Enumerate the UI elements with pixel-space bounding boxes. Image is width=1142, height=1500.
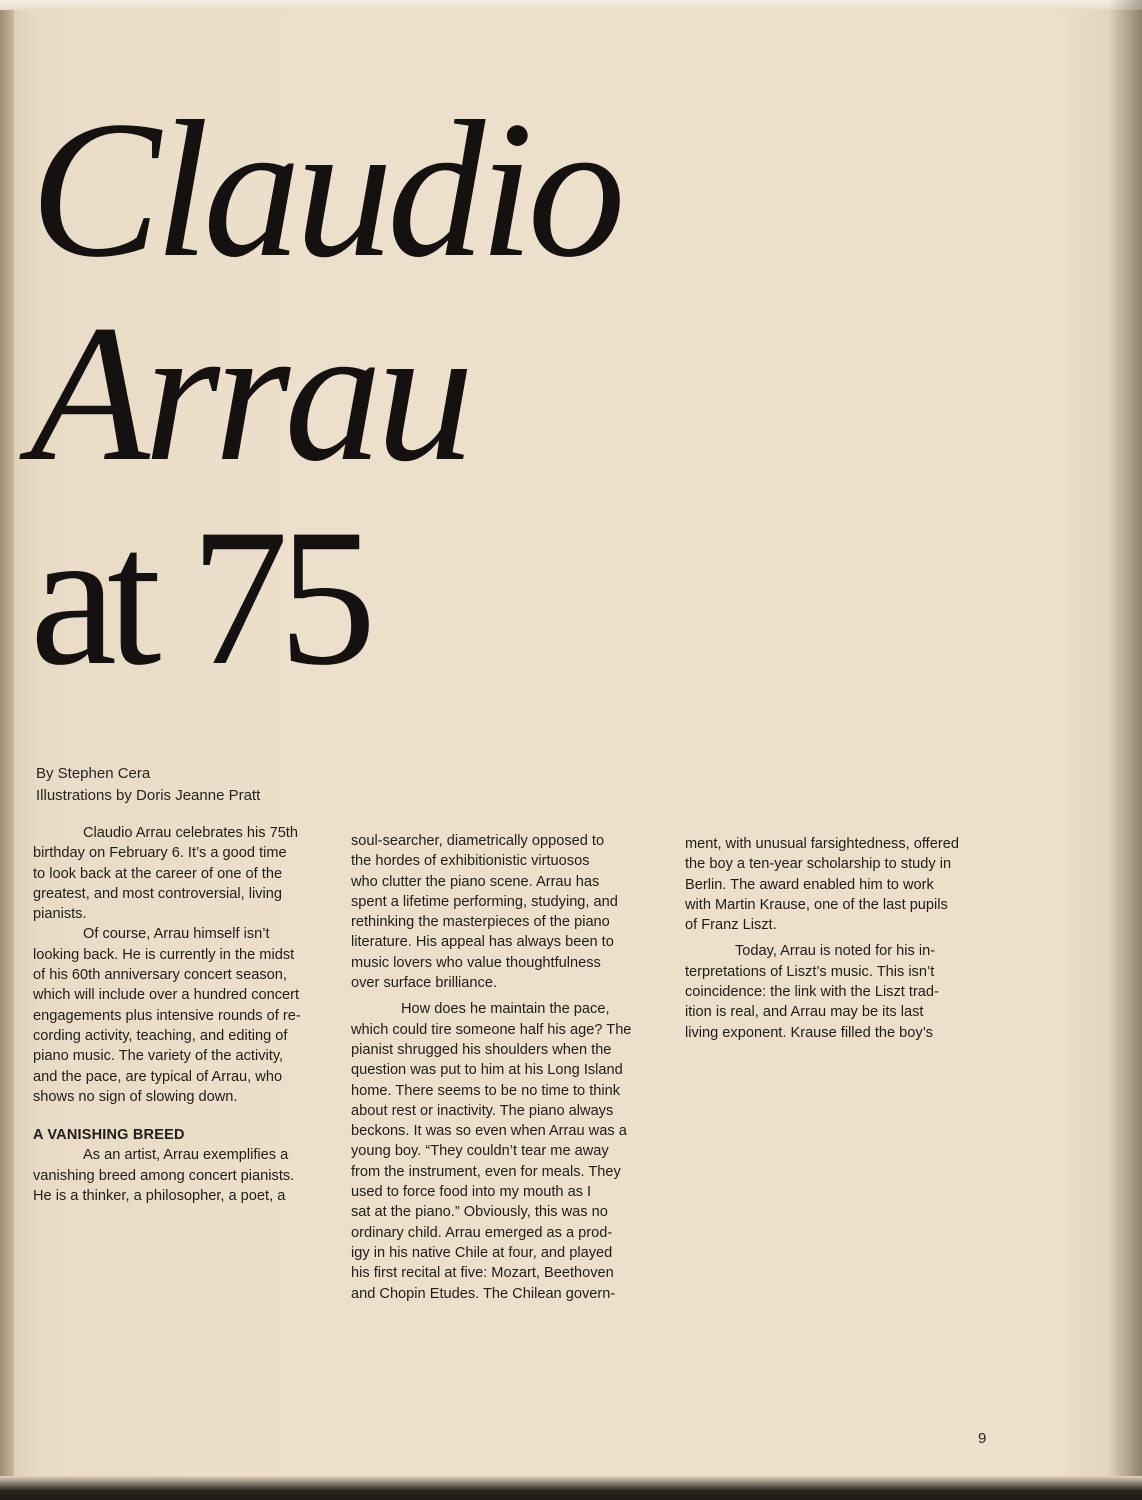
text-line: of Franz Liszt. [685,917,777,934]
paragraph [33,924,343,1107]
text-line: sat at the piano.” Obviously, this was no [351,1204,608,1221]
title-line-3: at 75 [30,489,367,706]
text-line: and Chopin Etudes. The Chilean govern- [351,1285,616,1302]
text-column-3 [685,834,995,1043]
article-title [30,81,620,706]
text-line: shows no sign of slowing down. [33,1088,238,1105]
text-line: the hordes of exhibitionistic virtuosos [351,853,590,870]
section-subheading: A VANISHING BREED [33,1127,185,1144]
text-line: How does he maintain the pace, [401,1001,610,1018]
text-line: vanishing breed among concert pianists. [33,1167,295,1184]
byline: By Stephen Cera [36,765,151,782]
paragraph [685,941,995,1042]
title-line-1: Claudio [30,81,620,298]
text-line: Today, Arrau is noted for his in- [735,943,936,960]
text-line: engagements plus intensive rounds of re- [33,1007,301,1024]
text-line: looking back. He is currently in the midst [33,946,295,963]
text-line: greatest, and most controversial, living [33,885,283,902]
text-line: ition is real, and Arrau may be its last [685,1004,924,1021]
text-line: igy in his native Chile at four, and played [351,1244,613,1261]
text-line: who clutter the piano scene. Arrau has [351,873,600,890]
text-line: his first recital at five: Mozart, Beethoven [351,1265,614,1282]
text-line: He is a thinker, a philosopher, a poet, a [33,1188,286,1205]
text-line: used to force food into my mouth as I [351,1184,592,1201]
page-top-edge [0,0,1142,10]
text-line: pianists. [33,906,87,923]
text-line: and the pace, are typical of Arrau, who [33,1068,283,1085]
text-line: terpretations of Liszt’s music. This isn’t [685,963,935,980]
text-line: ment, with unusual farsightedness, offered [685,836,959,852]
text-line: young boy. “They couldn’t tear me away [351,1143,609,1160]
text-line: music lovers who value thoughtfulness [351,954,601,971]
text-line: with Martin Krause, one of the last pupils [685,896,948,913]
text-line: birthday on February 6. It’s a good time [33,845,287,862]
text-line: of his 60th anniversary concert season, [33,967,287,984]
text-line: piano music. The variety of the activity, [33,1048,284,1065]
text-line: beckons. It was so even when Arrau was a [351,1123,627,1140]
paragraph [685,834,995,935]
text-line: which could tire someone half his age? The [351,1021,632,1038]
text-line: As an artist, Arrau exemplifies a [83,1147,289,1164]
text-line: question was put to him at his Long Island [351,1062,623,1079]
paragraph [351,831,661,993]
text-column-1 [33,823,343,1206]
text-line: about rest or inactivity. The piano always [351,1102,614,1119]
text-line: Of course, Arrau himself isn’t [83,926,270,943]
text-line: living exponent. Krause filled the boy’s [685,1024,933,1041]
paragraph [351,999,661,1303]
page-right-edge [1108,0,1142,1500]
text-line: the boy a ten-year scholarship to study in [685,856,952,873]
page-number: 9 [978,1430,987,1447]
illustration-credit: Illustrations by Doris Jeanne Pratt [36,787,261,804]
paragraph [33,823,343,924]
text-line: over surface brilliance. [351,975,498,992]
paragraph [33,1145,343,1206]
text-line: literature. His appeal has always been to [351,934,614,951]
text-line: Claudio Arrau celebrates his 75th [83,825,298,841]
text-line: home. There seems to be no time to think [351,1082,621,1099]
text-line: to look back at the career of one of the [33,865,283,882]
text-column-2 [351,831,661,1304]
text-line: spent a lifetime performing, studying, and [351,893,618,910]
text-line: which will include over a hundred concert [33,987,300,1004]
page-bottom-edge [0,1476,1142,1500]
text-line: soul-searcher, diametrically opposed to [351,833,605,849]
page-spine [0,0,14,1500]
text-line: pianist shrugged his shoulders when the [351,1041,612,1058]
text-line: coincidence: the link with the Liszt trad- [685,984,939,1001]
text-line: from the instrument, even for meals. They [351,1163,621,1180]
title-line-2: Arrau [30,285,469,502]
text-line: rethinking the masterpieces of the piano [351,914,610,931]
text-line: Berlin. The award enabled him to work [685,876,934,893]
article-credits [36,763,260,807]
text-line: cording activity, teaching, and editing of [33,1027,288,1044]
text-line: ordinary child. Arrau emerged as a prod- [351,1224,613,1241]
